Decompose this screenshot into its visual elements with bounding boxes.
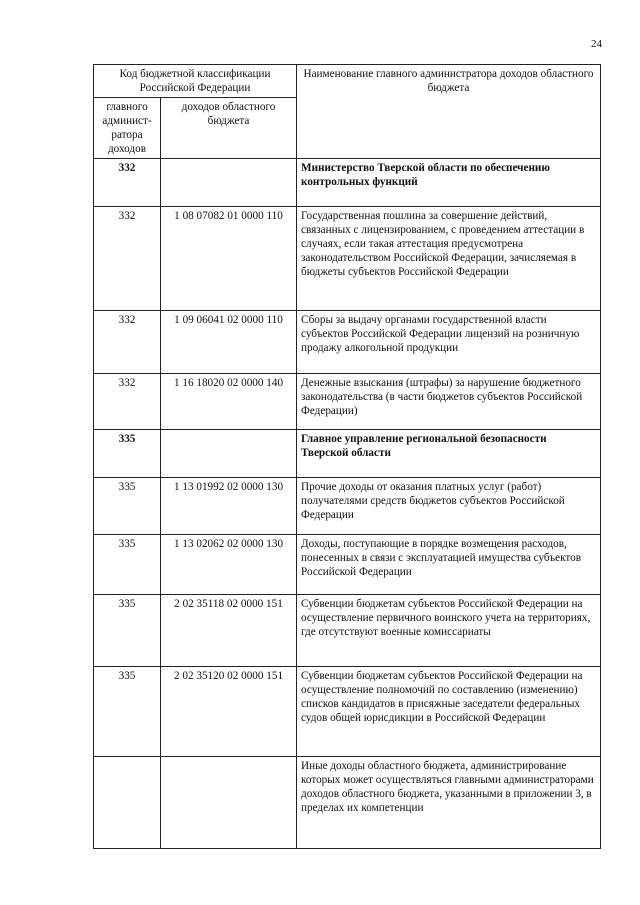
table-row	[94, 159, 601, 207]
table-row	[94, 595, 601, 667]
table-body	[94, 159, 601, 849]
admin-code-cell: 335	[94, 535, 161, 595]
income-code-header: доходов областного бюджета	[161, 98, 297, 159]
table-row	[94, 374, 601, 430]
page-number: 24	[591, 38, 602, 50]
admin-code-cell: 335	[94, 430, 161, 478]
income-code-cell	[161, 757, 297, 849]
admin-code-cell: 332	[94, 374, 161, 430]
table-row	[94, 757, 601, 849]
admin-code-cell: 332	[94, 159, 161, 207]
name-cell: Государственная пошлина за совершение действий, связанных с лицензированием, с проведением аттестации в случаях, если такая аттестация предусмотрена законодательством Российской Федерации, зачисляемая в бюджеты субъектов Российской Федерации	[297, 207, 601, 311]
name-cell: Сборы за выдачу органами государственной власти субъектов Российской Федерации лицензий на розничную продажу алкогольной продукции	[297, 311, 601, 374]
name-cell: Денежные взыскания (штрафы) за нарушение бюджетного законодательства (в части бюджетов субъектов Российской Федерации)	[297, 374, 601, 430]
table-row	[94, 535, 601, 595]
table-header-row	[94, 65, 601, 98]
name-header: Наименование главного администратора доходов областного бюджета	[297, 65, 601, 159]
table-row	[94, 667, 601, 757]
name-cell: Субвенции бюджетам субъектов Российской Федерации на осуществление первичного воинского учета на территориях, где отсутствуют военные комиссариаты	[297, 595, 601, 667]
admin-code-cell: 332	[94, 311, 161, 374]
income-code-cell	[161, 159, 297, 207]
table-row	[94, 430, 601, 478]
income-code-cell: 1 13 02062 02 0000 130	[161, 535, 297, 595]
income-code-cell: 2 02 35118 02 0000 151	[161, 595, 297, 667]
income-code-cell: 1 13 01992 02 0000 130	[161, 478, 297, 535]
admin-code-cell: 335	[94, 667, 161, 757]
admin-code-cell: 335	[94, 478, 161, 535]
table-row	[94, 478, 601, 535]
table-row	[94, 311, 601, 374]
income-code-cell	[161, 430, 297, 478]
name-cell: Министерство Тверской области по обеспечению контрольных функций	[297, 159, 601, 207]
kbk-header: Код бюджетной классификации Российской Федерации	[94, 65, 297, 98]
admin-code-header: главного админист-ратора доходов	[94, 98, 161, 159]
income-code-cell: 2 02 35120 02 0000 151	[161, 667, 297, 757]
name-cell: Главное управление региональной безопасности Тверской области	[297, 430, 601, 478]
admin-code-cell: 335	[94, 595, 161, 667]
table-row	[94, 207, 601, 311]
name-cell: Субвенции бюджетам субъектов Российской Федерации на осуществление полномочий по составлению (изменению) списков кандидатов в присяжные заседатели федеральных судов общей юрисдикции в Российской Федерации	[297, 667, 601, 757]
budget-classification-table	[93, 64, 601, 849]
name-cell: Прочие доходы от оказания платных услуг (работ) получателями средств бюджетов субъектов Российской Федерации	[297, 478, 601, 535]
name-cell: Иные доходы областного бюджета, администрирование которых может осуществляться главными администраторами доходов областного бюджета, указанными в приложении 3, в пределах их компетенции	[297, 757, 601, 849]
income-code-cell: 1 09 06041 02 0000 110	[161, 311, 297, 374]
admin-code-cell: 332	[94, 207, 161, 311]
income-code-cell: 1 16 18020 02 0000 140	[161, 374, 297, 430]
name-cell: Доходы, поступающие в порядке возмещения расходов, понесенных в связи с эксплуатацией имущества субъектов Российской Федерации	[297, 535, 601, 595]
admin-code-cell	[94, 757, 161, 849]
income-code-cell: 1 08 07082 01 0000 110	[161, 207, 297, 311]
